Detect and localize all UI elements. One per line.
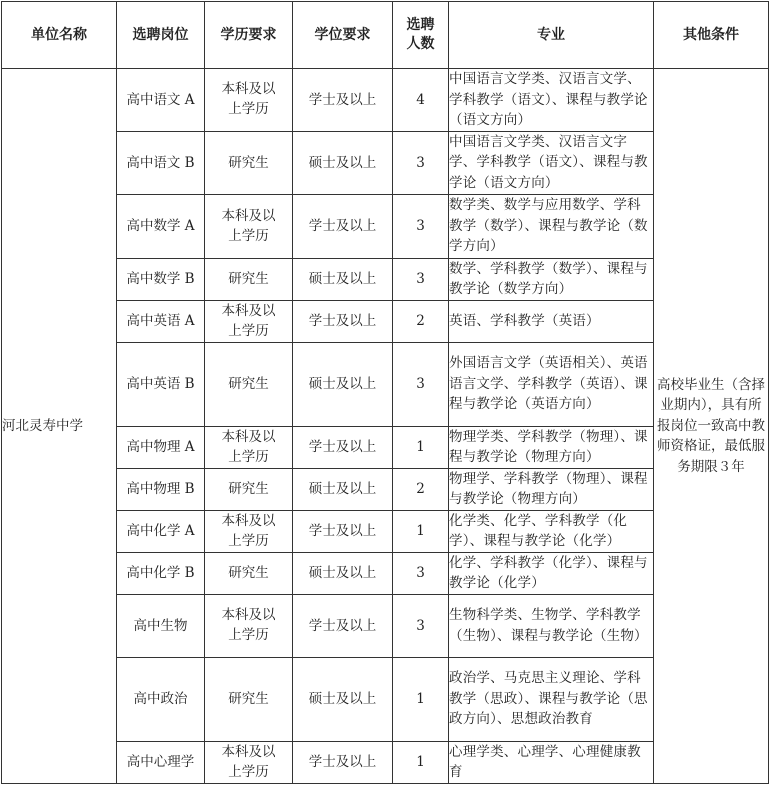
header-row: [2, 2, 769, 69]
education-cell: [205, 468, 293, 510]
position-cell: 高中化学 A: [117, 510, 205, 552]
position-cell: 高中英语 A: [117, 300, 205, 342]
major-cell: 化学、学科教学（化学）、课程与教学论（化学）: [449, 552, 654, 594]
count-cell: 3: [393, 131, 449, 194]
education-cell: [205, 552, 293, 594]
major-cell: 外国语言文学（英语相关）、英语语言文学、学科教学（英语）、课程与教学论（英语方向）: [449, 342, 654, 426]
major-cell: 数学、学科教学（数学）、课程与教学论（数学方向）: [449, 258, 654, 300]
major-cell: 物理学类、学科教学（物理）、课程与教学论（物理方向）: [449, 426, 654, 468]
count-cell: 3: [393, 552, 449, 594]
table-row: [2, 426, 769, 468]
degree-cell: 学士及以上: [293, 426, 393, 468]
table-row: [2, 194, 769, 258]
degree-cell: 硕士及以上: [293, 131, 393, 194]
education-cell: [205, 342, 293, 426]
count-cell: 3: [393, 594, 449, 657]
major-cell: 中国语言文学类、汉语言文学、学科教学（语文）、课程与教学论（语文方向）: [449, 69, 654, 132]
count-cell: 1: [393, 657, 449, 741]
major-cell: 物理学、学科教学（物理）、课程与教学论（物理方向）: [449, 468, 654, 510]
unit-name-cell: 河北灵寿中学: [2, 69, 117, 784]
count-cell: 4: [393, 69, 449, 132]
education-text: 研究生: [228, 691, 269, 707]
education-text: 研究生: [228, 376, 269, 392]
education-cell: [205, 194, 293, 258]
count-cell: 1: [393, 426, 449, 468]
table-row: [2, 657, 769, 741]
header-major: 专业: [449, 2, 654, 69]
count-cell: 3: [393, 342, 449, 426]
major-cell: 政治学、马克思主义理论、学科教学（思政）、课程与教学论（思政方向）、思想政治教育: [449, 657, 654, 741]
degree-cell: 学士及以上: [293, 741, 393, 783]
position-cell: 高中语文 B: [117, 131, 205, 194]
table-row: [2, 342, 769, 426]
position-cell: 高中政治: [117, 657, 205, 741]
degree-cell: 学士及以上: [293, 594, 393, 657]
education-text: 本科及以上学历: [221, 207, 276, 244]
position-cell: 高中语文 A: [117, 69, 205, 132]
degree-cell: 硕士及以上: [293, 342, 393, 426]
count-cell: 3: [393, 194, 449, 258]
education-text: 本科及以上学历: [221, 302, 276, 339]
education-text: 本科及以上学历: [221, 607, 276, 643]
education-text: 研究生: [228, 271, 269, 287]
education-text: 本科及以上学历: [221, 81, 276, 118]
table-row: [2, 510, 769, 552]
degree-cell: 学士及以上: [293, 69, 393, 132]
degree-cell: 学士及以上: [293, 300, 393, 342]
education-text: 本科及以上学历: [221, 428, 276, 465]
major-cell: 中国语言文学类、汉语言文字学、学科教学（语文）、课程与教学论（语文方向）: [449, 131, 654, 194]
table-row: [2, 131, 769, 194]
education-cell: [205, 258, 293, 300]
count-cell: 2: [393, 468, 449, 510]
degree-cell: 硕士及以上: [293, 552, 393, 594]
count-cell: 1: [393, 510, 449, 552]
count-cell: 3: [393, 258, 449, 300]
table-row: [2, 468, 769, 510]
major-cell: 数学类、数学与应用数学、学科教学（数学）、课程与教学论（数学方向）: [449, 194, 654, 258]
position-cell: 高中心理学: [117, 741, 205, 783]
education-text: 研究生: [228, 565, 269, 581]
position-cell: 高中物理 A: [117, 426, 205, 468]
position-cell: 高中生物: [117, 594, 205, 657]
recruitment-table: [1, 1, 769, 784]
table-row: [2, 258, 769, 300]
position-cell: 高中英语 B: [117, 342, 205, 426]
table-row: [2, 594, 769, 657]
count-cell: 2: [393, 300, 449, 342]
table-row: [2, 552, 769, 594]
education-text: 研究生: [228, 481, 269, 497]
table-row: [2, 741, 769, 783]
header-count-label: 选聘人数: [406, 17, 435, 52]
header-education: 学历要求: [205, 2, 293, 69]
education-text: 本科及以上学历: [221, 743, 276, 780]
major-cell: 生物科学类、生物学、学科教学（生物）、课程与教学论（生物）: [449, 594, 654, 657]
position-cell: 高中数学 A: [117, 194, 205, 258]
position-cell: 高中数学 B: [117, 258, 205, 300]
degree-cell: 学士及以上: [293, 194, 393, 258]
education-cell: [205, 657, 293, 741]
education-cell: [205, 426, 293, 468]
major-cell: 化学类、化学、学科教学（化学）、课程与教学论（化学）: [449, 510, 654, 552]
header-count: [393, 2, 449, 69]
education-text: 本科及以上学历: [221, 512, 276, 549]
degree-cell: 硕士及以上: [293, 657, 393, 741]
major-cell: 心理学类、心理学、心理健康教育: [449, 741, 654, 783]
education-cell: [205, 131, 293, 194]
table-row: [2, 300, 769, 342]
degree-cell: 硕士及以上: [293, 468, 393, 510]
other-conditions-cell: 高校毕业生（含择业期内），具有所报岗位一致高中教师资格证，最低服务期限３年: [654, 69, 769, 784]
education-cell: [205, 69, 293, 132]
education-cell: [205, 510, 293, 552]
education-text: 研究生: [228, 154, 269, 171]
degree-cell: 硕士及以上: [293, 258, 393, 300]
education-cell: [205, 741, 293, 783]
education-cell: [205, 300, 293, 342]
header-position: 选聘岗位: [117, 2, 205, 69]
major-cell: 英语、学科教学（英语）: [449, 300, 654, 342]
position-cell: 高中化学 B: [117, 552, 205, 594]
education-cell: [205, 594, 293, 657]
header-degree: 学位要求: [293, 2, 393, 69]
table-row: [2, 69, 769, 132]
count-cell: 1: [393, 741, 449, 783]
degree-cell: 学士及以上: [293, 510, 393, 552]
position-cell: 高中物理 B: [117, 468, 205, 510]
header-other: 其他条件: [654, 2, 769, 69]
header-unit: 单位名称: [2, 2, 117, 69]
